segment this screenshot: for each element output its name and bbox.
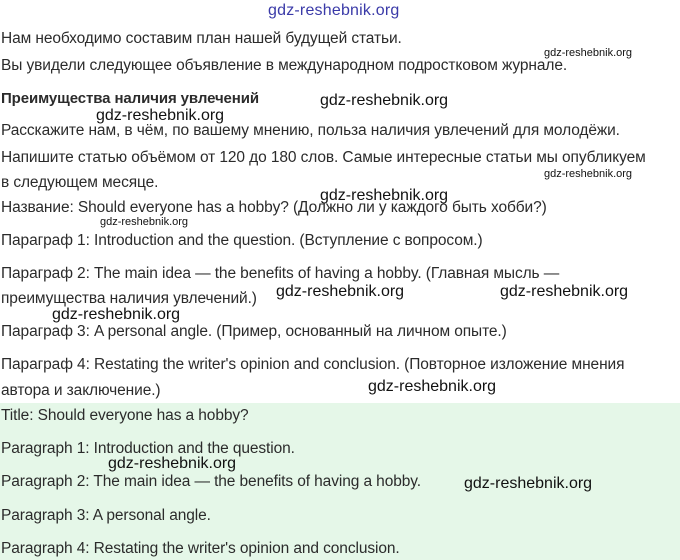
watermark: gdz-reshebnik.org bbox=[52, 306, 181, 323]
ad-heading: Преимущества наличия увлечений bbox=[1, 90, 259, 107]
plan-paragraph-4-line-1: Параграф 4: Restating the writer's opinion and conclusion. (Повторное изложение мнения bbox=[1, 356, 625, 373]
answer-paragraph-4: Paragraph 4: Restating the writer's opinion and conclusion. bbox=[1, 540, 400, 557]
watermark: gdz-reshebnik.org bbox=[320, 187, 449, 204]
watermark: gdz-reshebnik.org bbox=[100, 216, 189, 228]
answer-paragraph-1: Paragraph 1: Introduction and the question. bbox=[1, 440, 295, 457]
watermark: gdz-reshebnik.org bbox=[108, 455, 237, 472]
ad-line-1: Расскажите нам, в чём, по вашему мнению, польза наличия увлечений для молодёжи. bbox=[1, 122, 620, 139]
watermark: gdz-reshebnik.org bbox=[368, 378, 497, 395]
answer-paragraph-3: Paragraph 3: A personal angle. bbox=[1, 507, 211, 524]
plan-paragraph-4-line-2: автора и заключение.) bbox=[1, 382, 161, 399]
watermark: gdz-reshebnik.org bbox=[320, 92, 449, 109]
plan-paragraph-3: Параграф 3: A personal angle. (Пример, основанный на личном опыте.) bbox=[1, 323, 507, 340]
watermark: gdz-reshebnik.org bbox=[464, 475, 593, 492]
intro-line-1: Нам необходимо составим план нашей будущей статьи. bbox=[1, 30, 402, 47]
intro-line-2: Вы увидели следующее объявление в международном подростковом журнале. bbox=[1, 57, 568, 74]
watermark: gdz-reshebnik.org bbox=[544, 168, 633, 180]
watermark: gdz-reshebnik.org bbox=[544, 47, 633, 59]
answer-title: Title: Should everyone has a hobby? bbox=[1, 407, 249, 424]
plan-paragraph-2-line-1: Параграф 2: The main idea — the benefits of having a hobby. (Главная мысль — bbox=[1, 265, 560, 282]
plan-paragraph-2-line-2: преимущества наличия увлечений.) bbox=[1, 290, 257, 307]
ad-line-2: Напишите статью объёмом от 120 до 180 слов. Самые интересные статьи мы опубликуем bbox=[1, 149, 646, 166]
watermark: gdz-reshebnik.org bbox=[500, 283, 629, 300]
ad-line-3: в следующем месяце. bbox=[1, 174, 159, 191]
plan-paragraph-1: Параграф 1: Introduction and the question. (Вступление с вопросом.) bbox=[1, 232, 483, 249]
plan-title: Название: Should everyone has a hobby? (Должно ли у каждого быть хобби?) bbox=[1, 199, 547, 216]
watermark: gdz-reshebnik.org bbox=[96, 107, 225, 124]
watermark: gdz-reshebnik.org bbox=[276, 283, 405, 300]
watermark-top: gdz-reshebnik.org bbox=[268, 2, 400, 19]
answer-paragraph-2: Paragraph 2: The main idea — the benefits of having a hobby. bbox=[1, 473, 421, 490]
